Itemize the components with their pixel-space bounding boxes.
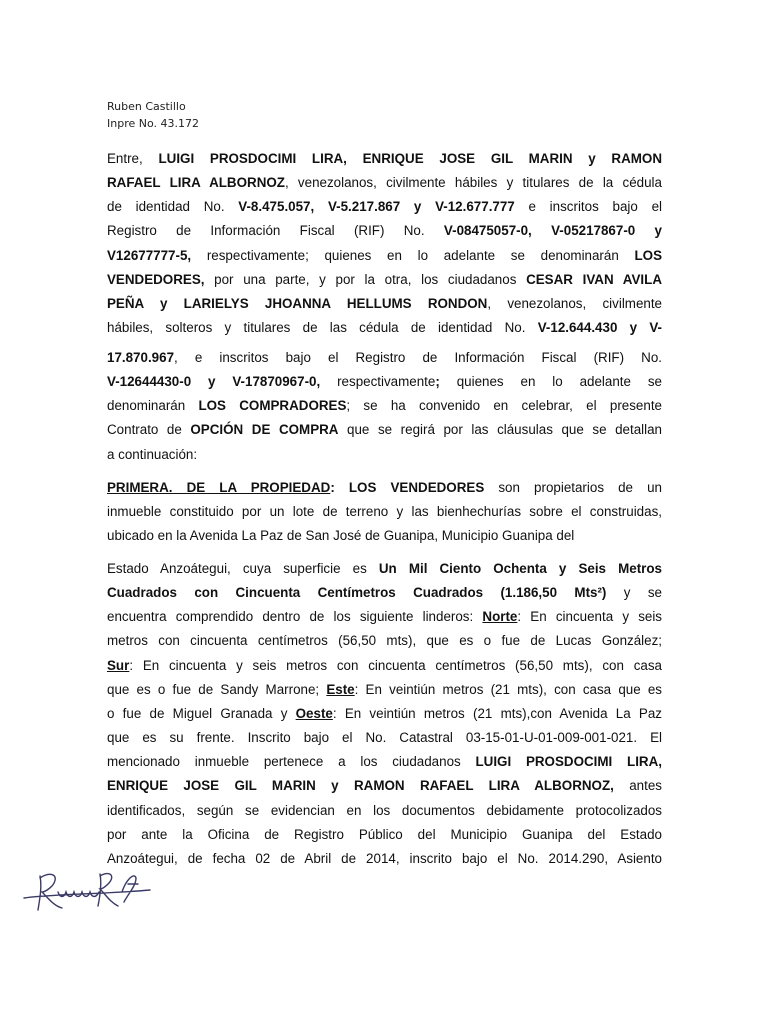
bold-text: V-08475057-0, V-05217867-0 y [443,223,662,239]
bold-text: V-12644430-0 y V-17870967-0, [107,374,321,390]
text-line [107,702,662,726]
text-run: : En veintiún metros (21 mts),con Avenida La Paz [332,705,663,721]
bold-text: 17.870.967 [107,350,175,365]
bold-text: LOS [634,247,662,263]
text-run: Anzoátegui, de fecha 02 de Abril de 2014, inscrito bajo el No. 2014.290, Asiento [107,850,662,866]
text-run: hábiles, solteros y titulares de las cédula de identidad No. [107,320,538,336]
text-run: respectivamente; quienes en lo adelante se denominarán [191,247,635,263]
bold-text: ; [435,374,440,390]
bold-text: VENDEDORES, [107,271,205,287]
text-run: por una parte, y por la otra, los ciudadanos [204,271,527,287]
bold-text: CESAR IVAN AVILA [526,271,662,287]
text-line [107,774,662,798]
text-run: de identidad No. [107,199,239,215]
text-line [107,799,662,823]
text-line [107,171,662,195]
text-run: son propietarios de un [484,480,662,495]
text-line [107,678,662,702]
bold-text: LOS COMPRADORES [198,398,347,414]
bold-text: Cuadrados con Cincuenta Centímetros Cuadrados (1.186,50 Mts²) [107,585,607,601]
text-run: ; se ha convenido en celebrar, el presente [346,398,662,414]
text-run: identificados, según se evidencian en los documentos debidamente protocolizados [107,802,662,818]
text-run: por ante la Oficina de Registro Público del Municipio Guanipa del Estado [107,826,662,842]
text-run: ubicado en la Avenida La Paz de San José de Guanipa, Municipio Guanipa del [107,528,575,544]
bold-text: Un Mil Ciento Ochenta y Seis Metros [378,561,662,576]
text-run: : En veintiún metros (21 mts), con casa que es [354,681,662,697]
text-run: Estado Anzoátegui, cuya superficie es [107,561,379,576]
text-line [107,316,662,340]
text-line [107,195,662,219]
text-line [107,370,662,394]
paragraph-parties [107,147,662,340]
letterhead [107,98,199,132]
bold-text: V-12.644.430 y V- [537,320,662,336]
bold-text: RAFAEL LIRA ALBORNOZ [107,175,285,191]
text-line [107,292,662,316]
paragraph-buyers [107,346,662,467]
text-run: , e inscritos bajo el Registro de Información Fiscal (RIF) No. [174,350,662,365]
inpre-number: Inpre No. 43.172 [107,117,199,130]
bold-text: OPCIÓN DE COMPRA [190,422,339,438]
bold-text: : LOS VENDEDORES [330,480,485,495]
text-run: Registro de Información Fiscal (RIF) No. [107,223,444,239]
text-line [107,654,662,678]
text-run: denominarán [107,398,199,414]
bold-text: PEÑA y LARIELYS JHOANNA HELLUMS RONDON [107,295,488,311]
clause-primera [107,476,662,548]
text-line [107,524,662,548]
text-line [107,557,662,581]
bold-text: V12677777-5, [107,247,192,263]
text-run: mencionado inmueble pertenece a los ciudadanos [107,754,476,770]
text-run: , venezolanos, civilmente hábiles y titulares de la cédula [284,175,662,191]
text-line [107,726,662,750]
text-line [107,581,662,605]
text-line [107,823,662,847]
text-run: que es o fue de Sandy Marrone; [107,681,327,697]
bold-text: Oeste [295,705,333,721]
text-run: e inscritos bajo el [514,199,662,215]
handwritten-signature [18,862,158,922]
bold-text: ENRIQUE JOSE GIL MARIN y RAMON RAFAEL LIRA ALBORNOZ, [107,778,614,794]
text-run: metros con cincuenta centímetros (56,50 mts), que es o fue de Lucas González; [107,633,662,649]
text-line [107,244,662,268]
text-run: que se regirá por las cláusulas que se detallan [338,422,662,438]
attorney-name: Ruben Castillo [107,100,186,113]
text-run: Entre, [107,151,159,166]
text-run: o fue de Miguel Granada y [107,705,296,721]
text-run: inmueble constituido por un lote de terreno y las bienhechurías sobre el construidas, [107,504,662,520]
text-line [107,147,662,171]
bold-text: LUIGI PROSDOCIMI LIRA, ENRIQUE JOSE GIL MARIN y RAMON [158,151,663,166]
bold-text: Norte [482,609,518,625]
text-run: , venezolanos, civilmente [487,295,663,311]
text-line [107,268,662,292]
text-line [107,750,662,774]
bold-text: V-8.475.057, V-5.217.867 y V-12.677.777 [238,199,515,215]
text-run: respectivamente [320,374,436,390]
text-line [107,219,662,243]
text-line [107,443,662,467]
text-line [107,394,662,418]
clause-primera-continued [107,557,662,871]
text-run: antes [613,778,662,794]
bold-text: Sur [107,657,130,673]
text-line [107,418,662,442]
text-line [107,346,662,370]
bold-text: LUIGI PROSDOCIMI LIRA, [475,754,662,770]
bold-text: Este [326,681,355,697]
text-run: : En cincuenta y seis [517,609,663,625]
text-line [107,476,662,500]
text-run: quienes en lo adelante se [439,374,662,390]
text-run: : En cincuenta y seis metros con cincuenta centímetros (56,50 mts), con casa [129,657,662,673]
text-line [107,500,662,524]
text-run: encuentra comprendido dentro de los siguiente linderos: [107,609,483,625]
text-line [107,605,662,629]
text-run: Contrato de [107,422,191,438]
text-run: que es su frente. Inscrito bajo el No. Catastral 03-15-01-U-01-009-001-021. El [107,730,662,746]
text-line [107,847,662,871]
text-run: a continuación: [107,446,198,462]
bold-text: PRIMERA. DE LA PROPIEDAD [107,480,331,495]
text-run: y se [606,585,663,601]
text-line [107,629,662,653]
